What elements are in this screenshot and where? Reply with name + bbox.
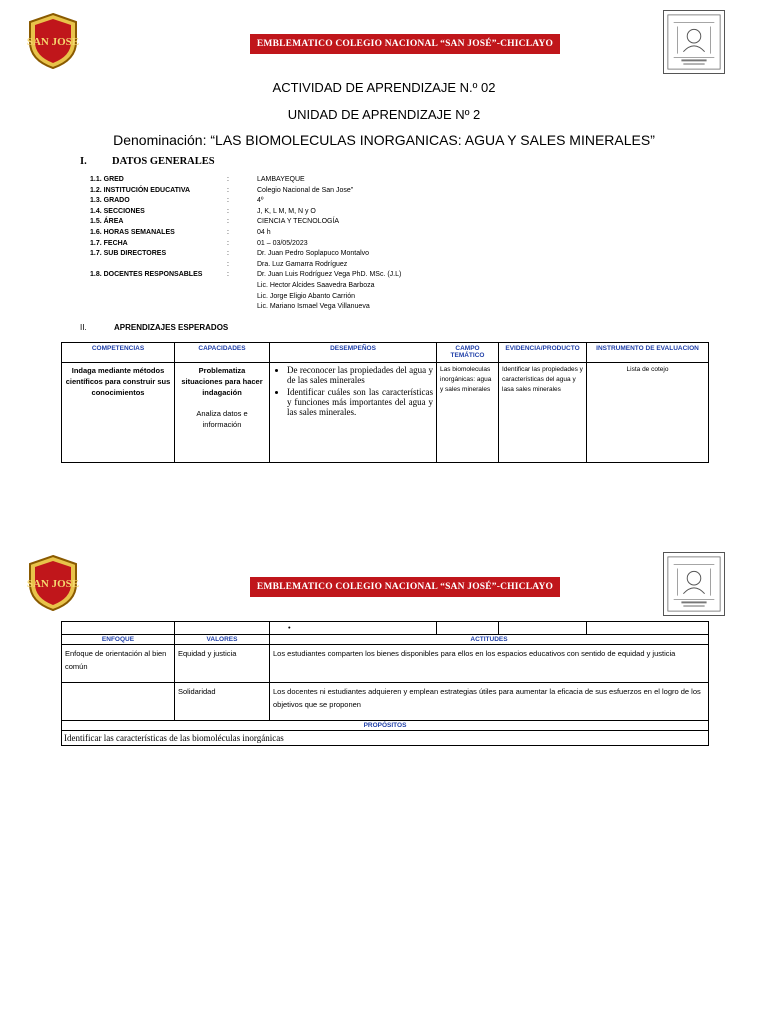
values-table-row <box>62 645 709 683</box>
capacidades-cell <box>175 363 270 463</box>
crest-text: SAN JOSE <box>26 36 80 48</box>
enfoque-cell: Enfoque de orientación al bien común <box>62 645 175 683</box>
capacidad-2: Analiza datos e información <box>196 409 248 429</box>
desempeno-item: • Identificar cuáles son las características y funciones más importantes del agua y las sales minerales. <box>287 387 433 417</box>
unit-title: UNIDAD DE APRENDIZAJE Nº 2 <box>287 107 481 122</box>
capacidad-1: Problematiza situaciones para hacer indagación <box>181 366 263 397</box>
header-competencias: COMPETENCIAS <box>62 343 175 363</box>
general-data-row: 1.7. FECHA : 01 – 03/05/2023 <box>90 239 308 247</box>
general-data-list <box>90 175 477 313</box>
institution-stamp-image <box>663 552 725 616</box>
school-crest-logo <box>24 554 82 612</box>
crest-text: SAN JOSE <box>26 578 80 590</box>
values-table-header-row <box>62 635 709 645</box>
header-propositos: PROPÓSITOS <box>62 721 709 731</box>
general-data-row: 1.8. DOCENTES RESPONSABLES : Dr. Juan Luis Rodríguez Vega PhD. MSc. (J.L) <box>90 271 402 279</box>
desempeno-item: • De reconocer las propiedades del agua y de las sales minerales <box>287 365 433 385</box>
header-instrumento: INSTRUMENTO DE EVALUACION <box>587 343 709 363</box>
proposito-cell: Identificar las características de las biomoléculas inorgánicas <box>62 731 709 746</box>
values-table <box>61 621 709 746</box>
competencia-cell: Indaga mediante métodos científicos para construir sus conocimientos <box>62 363 175 463</box>
general-data-row: 1.5. ÁREA : CIENCIA Y TECNOLOGÍA <box>90 218 340 226</box>
school-banner: EMBLEMATICO COLEGIO NACIONAL “SAN JOSÉ”-CHICLAYO <box>250 34 560 54</box>
school-crest-logo <box>24 12 82 70</box>
general-data-row: 1.2. INSTITUCIÓN EDUCATIVA : Colegio Nacional de San Jose” <box>90 186 354 194</box>
document-page-2 <box>0 540 768 780</box>
general-data-row: : Dra. Luz Gamarra Rodríguez <box>227 260 348 268</box>
header-capacidades: CAPACIDADES <box>175 343 270 363</box>
desempenos-cell <box>270 363 437 463</box>
valor-cell: Equidad y justicia <box>175 645 270 683</box>
learning-table <box>61 342 709 463</box>
institution-stamp-image <box>663 10 725 74</box>
learning-table-header-row <box>62 343 709 363</box>
header-desempenos: DESEMPEÑOS <box>270 343 437 363</box>
denomination-title: Denominación: “LAS BIOMOLECULAS INORGANICAS: AGUA Y SALES MINERALES” <box>113 132 655 148</box>
general-data-row: 1.3. GRADO : 4º <box>90 197 264 205</box>
actitud-cell: Los docentes ni estudiantes adquieren y emplean estrategias útiles para aumentar la eficacia de sus esfuerzos en el logro de los objetivos que se proponen <box>270 683 709 721</box>
header-actitudes: ACTITUDES <box>270 635 709 645</box>
general-data-row: Lic. Jorge Eligio Abanto Carrión <box>257 292 356 300</box>
school-banner: EMBLEMATICO COLEGIO NACIONAL “SAN JOSÉ”-CHICLAYO <box>250 577 560 597</box>
general-data-row: 1.6. HORAS SEMANALES : 04 h <box>90 228 271 236</box>
section-general-data-heading: I. DATOS GENERALES <box>80 156 215 167</box>
propositos-row <box>62 731 709 746</box>
header-campo-tematico: CAMPO TEMÁTICO <box>437 343 499 363</box>
activity-title: ACTIVIDAD DE APRENDIZAJE N.º 02 <box>272 80 496 95</box>
campo-tematico-cell: Las biomoleculas inorgánicas: agua y sales minerales <box>437 363 499 463</box>
document-page-1 <box>0 0 768 500</box>
section-expected-learning-heading: II. APRENDIZAJES ESPERADOS <box>80 323 229 332</box>
evidencia-cell: Identificar las propiedades y características del agua y lasa sales minerales <box>499 363 587 463</box>
general-data-row: 1.4. SECCIONES : J, K, L M, M, N y O <box>90 207 316 215</box>
instrumento-cell: Lista de cotejo <box>587 363 709 463</box>
header-enfoque: ENFOQUE <box>62 635 175 645</box>
propositos-header-row <box>62 721 709 731</box>
general-data-row: Lic. Hector Alcides Saavedra Barboza <box>257 281 375 289</box>
values-table-row <box>62 683 709 721</box>
learning-table-row <box>62 363 709 463</box>
header-valores: VALORES <box>175 635 270 645</box>
valor-cell: Solidaridad <box>175 683 270 721</box>
continuation-row <box>62 622 709 635</box>
general-data-row: 1.7. SUB DIRECTORES : Dr. Juan Pedro Soplapuco Montalvo <box>90 250 370 258</box>
actitud-cell: Los estudiantes comparten los bienes disponibles para ellos en los espacios educativos con sentido de equidad y justicia <box>270 645 709 683</box>
header-evidencia: EVIDENCIA/PRODUCTO <box>499 343 587 363</box>
general-data-row: Lic. Mariano Ismael Vega Villanueva <box>257 303 370 311</box>
bullet-cell: • <box>270 622 437 635</box>
enfoque-cell <box>62 683 175 721</box>
general-data-row: 1.1. GRED : LAMBAYEQUE <box>90 176 305 183</box>
